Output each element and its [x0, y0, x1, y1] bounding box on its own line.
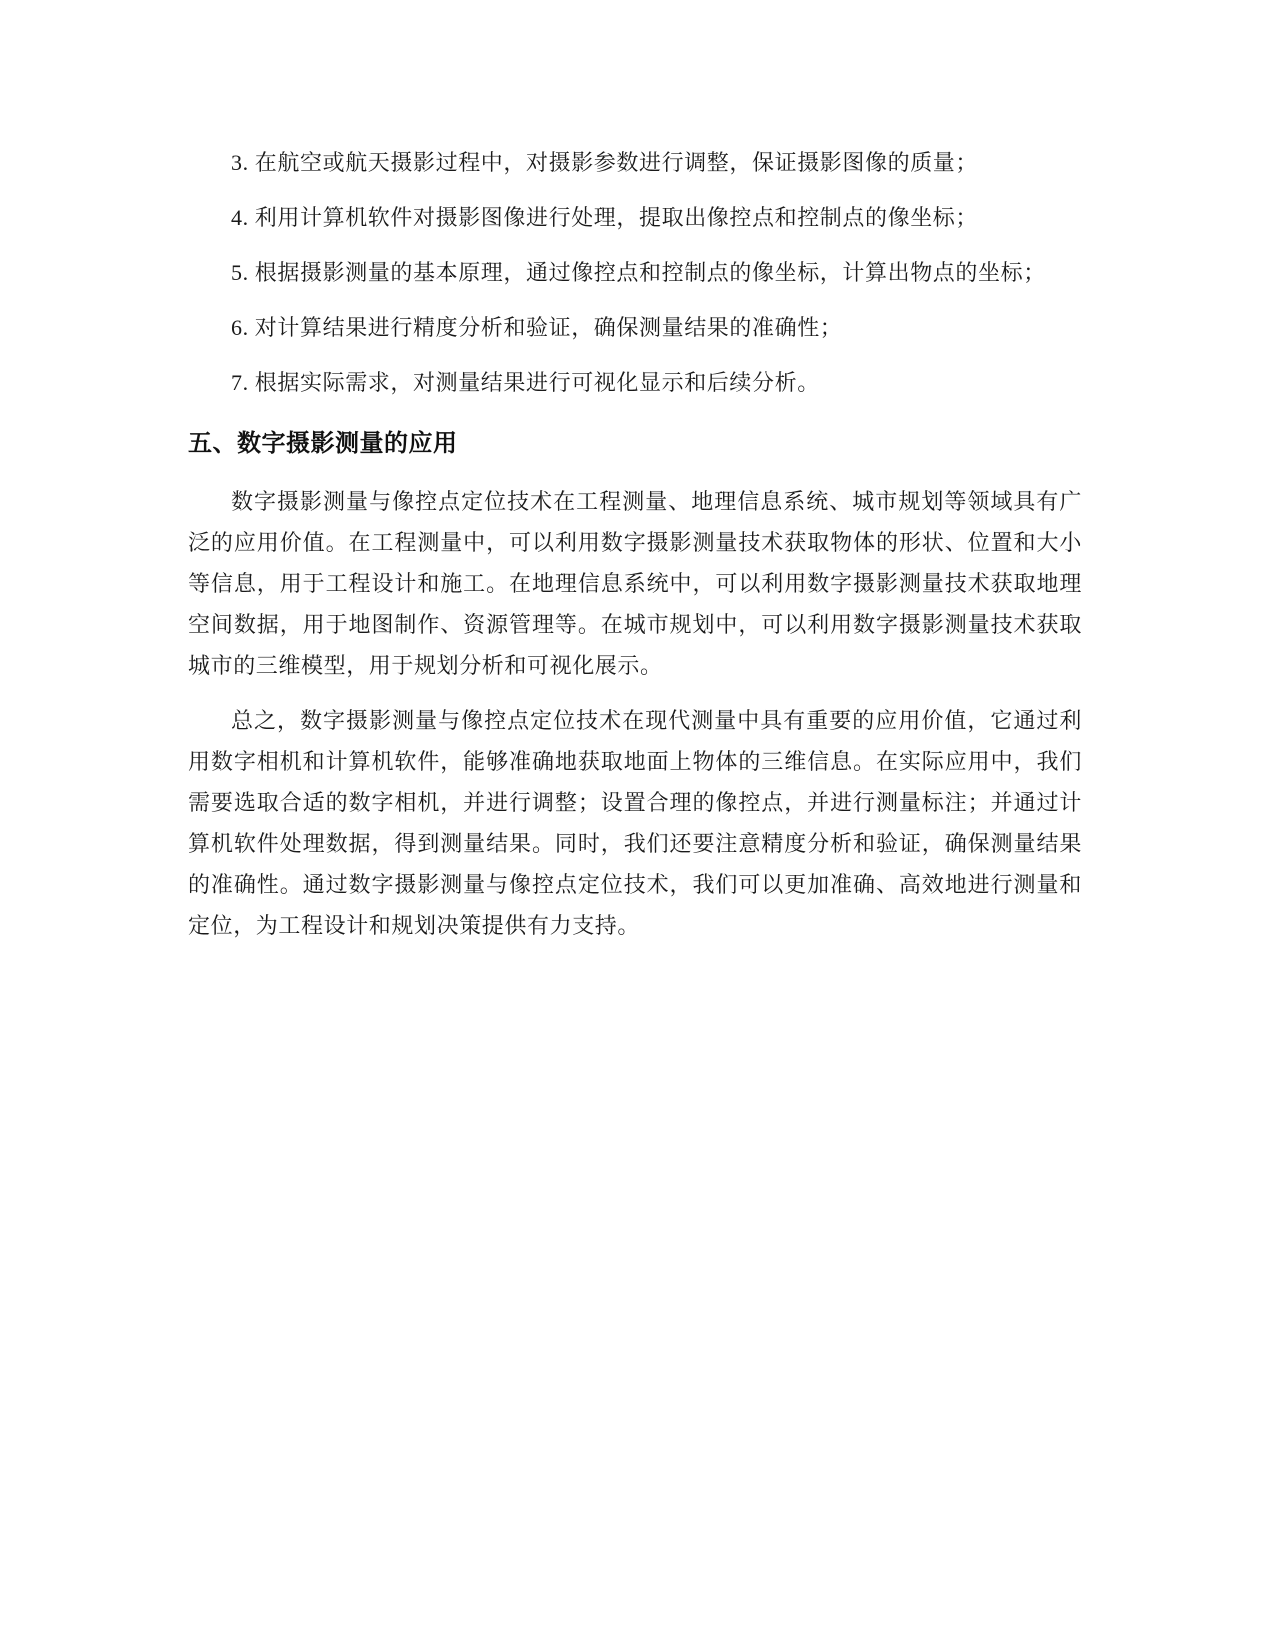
list-item: 4. 利用计算机软件对摄影图像进行处理，提取出像控点和控制点的像坐标；	[231, 205, 979, 230]
body-paragraph: 总之，数字摄影测量与像控点定位技术在现代测量中具有重要的应用价值，它通过利用数字相机和计算机软件，能够准确地获取地面上物体的三维信息。在实际应用中，我们需要选取合适的数字相机，并进行调整；设置合理的像控点，并进行测量标注；并通过计算机软件处理数据，得到测量结果。同时，我们还要注意精度分析和验证，确保测量结果的准确性。通过数字摄影测量与像控点定位技术，我们可以更加准确、高效地进行测量和定位，为工程设计和规划决策提供有力支持。	[188, 708, 1082, 938]
list-item: 5. 根据摄影测量的基本原理，通过像控点和控制点的像坐标，计算出物点的坐标；	[231, 260, 1046, 285]
list-item: 6. 对计算结果进行精度分析和验证，确保测量结果的准确性；	[231, 315, 843, 340]
section-heading: 五、数字摄影测量的应用	[188, 430, 458, 457]
list-item: 3. 在航空或航天摄影过程中，对摄影参数进行调整，保证摄影图像的质量；	[231, 150, 979, 175]
body-paragraph: 数字摄影测量与像控点定位技术在工程测量、地理信息系统、城市规划等领域具有广泛的应用价值。在工程测量中，可以利用数字摄影测量技术获取物体的形状、位置和大小等信息，用于工程设计和施工。在地理信息系统中，可以利用数字摄影测量技术获取地理空间数据，用于地图制作、资源管理等。在城市规划中，可以利用数字摄影测量技术获取城市的三维模型，用于规划分析和可视化展示。	[188, 489, 1082, 678]
list-item: 7. 根据实际需求，对测量结果进行可视化显示和后续分析。	[231, 370, 820, 395]
page-content	[188, 142, 1082, 960]
